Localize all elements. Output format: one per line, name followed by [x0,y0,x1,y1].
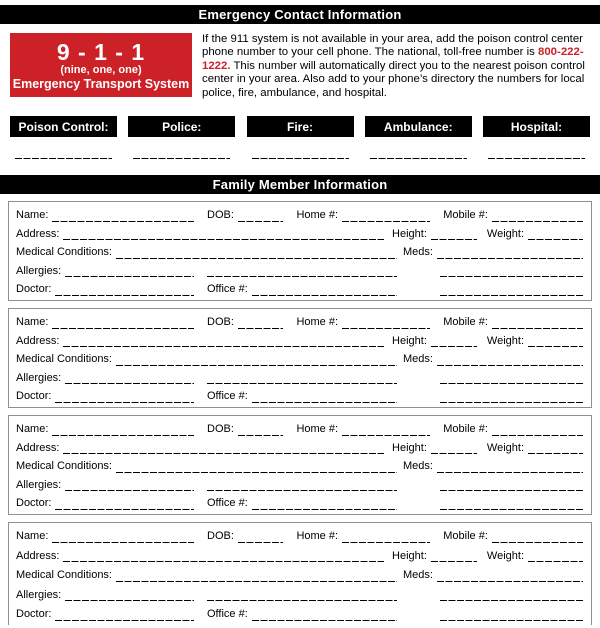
medical-conditions-blank-line [116,364,397,366]
height-label: Height: [392,441,427,454]
meds-label: Meds: [403,460,433,473]
emergency-contact-form [0,5,600,625]
contact-label-poison-control: Poison Control: [10,116,117,137]
family-member-block [8,522,592,625]
ambulance-line-cell [365,157,472,159]
office-phone-label: Office #: [207,283,248,296]
height-blank-line [431,453,477,455]
weight-blank-line [528,453,583,455]
medical-conditions-segment [16,569,397,582]
contact-label-fire: Fire: [247,116,354,137]
meds-continued-segment-2 [403,294,583,296]
doctor-label: Doctor: [16,283,52,296]
home-phone-label: Home #: [296,209,339,222]
allergies-segment [16,265,397,278]
emergency-contact-labels-row [10,116,590,137]
address-blank-line [63,346,384,348]
doctor-blank-line [55,401,194,403]
meds-label: Meds: [403,246,433,259]
meds-segment [403,460,583,473]
name-label: Name: [16,209,49,222]
medical-conditions-label: Medical Conditions: [16,460,112,473]
name-segment [16,316,194,329]
name-blank-line [52,541,194,543]
allergies-label: Allergies: [16,264,62,277]
allergies-blank-line [65,276,194,278]
allergies-continued-blank-line [207,490,397,492]
doctor-segment [16,283,397,296]
allergies-segment [16,372,397,385]
address-blank-line [63,561,384,563]
911-callout-box [10,33,192,97]
section-header-emergency-title: Emergency Contact Information [198,7,402,22]
member-row-address [16,441,583,455]
member-row-doctor [16,607,583,621]
mobile-phone-label: Mobile #: [443,530,488,543]
mobile-phone-blank-line [492,434,583,436]
name-label: Name: [16,530,49,543]
height-blank-line [431,346,477,348]
dob-label: DOB: [207,209,234,222]
member-row-doctor [16,389,583,403]
member-row-medical [16,459,583,473]
address-label: Address: [16,549,60,562]
meds-blank-line [437,580,583,582]
medical-conditions-blank-line [116,471,397,473]
meds-blank-line [437,471,583,473]
doctor-inner-segment [16,608,194,621]
911-words: (nine, one, one) [60,64,142,76]
allergies-blank-line [65,600,194,602]
meds-continued-blank-line-2 [440,294,583,296]
dob-blank-line [238,220,284,222]
meds-continued-segment [403,276,583,278]
section-header-emergency [0,5,600,24]
member-row-medical [16,568,583,582]
allergies-segment [16,479,397,492]
member-row-doctor [16,282,583,296]
member-row-allergies [16,588,583,602]
height-blank-line [431,561,477,563]
instructions-text-after: This number will automatically direct you to the nearest poison control center in your area. Also add to your phone’s directory the numbers for local police, fire, ambulance, and hospital. [202,59,585,99]
office-phone-label: Office #: [207,390,248,403]
height-blank-line [431,239,477,241]
poison-control-line-cell [10,157,117,159]
member-row-identity [16,208,583,222]
meds-continued-blank-line-2 [440,508,583,510]
dob-blank-line [238,541,284,543]
dob-blank-line [238,434,284,436]
hospital-blank-line [488,157,585,159]
allergies-continued-blank-line [207,276,397,278]
member-row-doctor [16,496,583,510]
allergies-continued-blank-line [207,383,397,385]
member-row-identity [16,529,583,543]
allergies-label: Allergies: [16,588,62,601]
doctor-segment [16,497,397,510]
member-row-allergies [16,371,583,385]
weight-label: Weight: [486,334,524,347]
section-header-family [0,175,600,194]
allergies-blank-line [65,383,194,385]
member-row-identity [16,422,583,436]
dob-label: DOB: [207,530,234,543]
meds-blank-line [437,364,583,366]
doctor-segment [16,390,397,403]
doctor-label: Doctor: [16,497,52,510]
address-blank-line [63,453,384,455]
poison-control-instructions [202,33,590,100]
meds-continued-segment [403,383,583,385]
meds-continued-blank-line [440,490,583,492]
dob-blank-line [238,327,284,329]
address-label: Address: [16,334,60,347]
family-member-block [8,415,592,515]
ambulance-blank-line [370,157,467,159]
weight-label: Weight: [486,441,524,454]
address-blank-line [63,239,384,241]
meds-continued-blank-line [440,276,583,278]
doctor-label: Doctor: [16,608,52,621]
meds-segment [403,569,583,582]
911-info-section [10,33,590,100]
name-blank-line [52,220,194,222]
address-label: Address: [16,227,60,240]
home-phone-label: Home #: [296,316,339,329]
meds-continued-segment-2 [403,401,583,403]
mobile-phone-label: Mobile #: [443,209,488,222]
office-phone-label: Office #: [207,497,248,510]
911-number: 9 - 1 - 1 [56,39,146,65]
family-member-block [8,308,592,408]
name-blank-line [52,327,194,329]
doctor-inner-segment [16,283,194,296]
dob-label: DOB: [207,316,234,329]
office-phone-blank-line [252,619,397,621]
doctor-inner-segment [16,497,194,510]
height-label: Height: [392,334,427,347]
section-header-family-title: Family Member Information [212,177,388,193]
medical-conditions-blank-line [116,257,397,259]
meds-continued-segment-2 [403,508,583,510]
meds-continued-blank-line-2 [440,619,583,621]
medical-conditions-segment [16,246,397,259]
member-row-address [16,334,583,348]
meds-continued-blank-line [440,383,583,385]
fire-blank-line [252,157,349,159]
allergies-blank-line [65,490,194,492]
member-row-address [16,227,583,241]
allergies-inner-segment [16,265,194,278]
poison-control-blank-line [15,157,112,159]
mobile-phone-label: Mobile #: [443,423,488,436]
poison-control-phone-number: 800-222-1222. [202,46,584,72]
allergies-label: Allergies: [16,478,62,491]
weight-blank-line [528,239,583,241]
hospital-line-cell [483,157,590,159]
mobile-phone-blank-line [492,541,583,543]
medical-conditions-label: Medical Conditions: [16,353,112,366]
doctor-blank-line [55,294,194,296]
meds-segment [403,246,583,259]
weight-blank-line [528,561,583,563]
meds-continued-blank-line-2 [440,401,583,403]
allergies-inner-segment [16,589,194,602]
medical-conditions-blank-line [116,580,397,582]
height-label: Height: [392,227,427,240]
home-phone-blank-line [342,220,430,222]
name-label: Name: [16,423,49,436]
member-row-identity [16,315,583,329]
family-member-block [8,201,592,301]
home-phone-label: Home #: [296,423,339,436]
member-row-medical [16,352,583,366]
weight-blank-line [528,346,583,348]
meds-continued-segment [403,490,583,492]
meds-continued-segment-2 [403,619,583,621]
home-phone-blank-line [342,541,430,543]
police-line-cell [128,157,235,159]
name-segment [16,209,194,222]
fire-line-cell [247,157,354,159]
name-segment [16,530,194,543]
allergies-inner-segment [16,479,194,492]
family-members-list [0,201,600,625]
meds-continued-segment [403,600,583,602]
member-row-allergies [16,264,583,278]
office-phone-blank-line [252,401,397,403]
emergency-contact-blank-lines [10,137,590,159]
office-phone-label: Office #: [207,608,248,621]
weight-label: Weight: [486,227,524,240]
mobile-phone-blank-line [492,220,583,222]
medical-conditions-label: Medical Conditions: [16,246,112,259]
doctor-inner-segment [16,390,194,403]
mobile-phone-blank-line [492,327,583,329]
allergies-segment [16,589,397,602]
medical-conditions-segment [16,460,397,473]
home-phone-blank-line [342,327,430,329]
allergies-inner-segment [16,372,194,385]
police-blank-line [133,157,230,159]
member-row-address [16,549,583,563]
911-subtitle: Emergency Transport System [12,77,190,91]
office-phone-blank-line [252,508,397,510]
instructions-text-before: If the 911 system is not available in your area, add the poison control center phone number to your cell phone. The national, toll-free number is [202,33,583,59]
office-phone-blank-line [252,294,397,296]
medical-conditions-label: Medical Conditions: [16,569,112,582]
contact-label-hospital: Hospital: [483,116,590,137]
mobile-phone-label: Mobile #: [443,316,488,329]
name-blank-line [52,434,194,436]
meds-segment [403,353,583,366]
height-label: Height: [392,549,427,562]
medical-conditions-segment [16,353,397,366]
meds-continued-blank-line [440,600,583,602]
weight-label: Weight: [486,549,524,562]
member-row-medical [16,245,583,259]
doctor-segment [16,608,397,621]
contact-label-police: Police: [128,116,235,137]
doctor-label: Doctor: [16,390,52,403]
home-phone-label: Home #: [296,530,339,543]
dob-label: DOB: [207,423,234,436]
allergies-label: Allergies: [16,371,62,384]
address-label: Address: [16,441,60,454]
member-row-allergies [16,478,583,492]
home-phone-blank-line [342,434,430,436]
meds-label: Meds: [403,569,433,582]
name-label: Name: [16,316,49,329]
contact-label-ambulance: Ambulance: [365,116,472,137]
name-segment [16,423,194,436]
meds-label: Meds: [403,353,433,366]
allergies-continued-blank-line [207,600,397,602]
doctor-blank-line [55,619,194,621]
meds-blank-line [437,257,583,259]
doctor-blank-line [55,508,194,510]
